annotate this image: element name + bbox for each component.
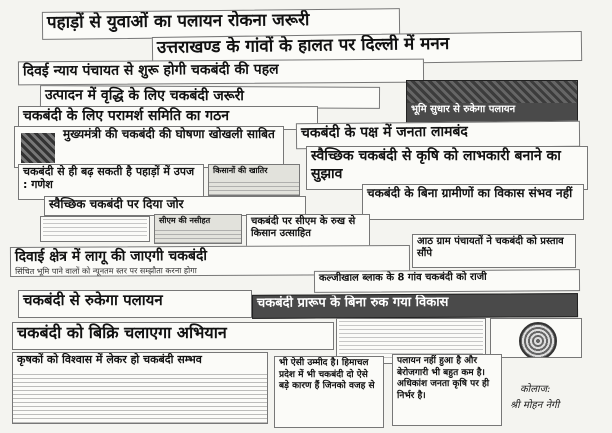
- clip-yield-ganesh: [18, 164, 204, 200]
- headline: कृषकों को विश्वास में लेकर हो चकबंदी सम्भव: [17, 353, 202, 366]
- headline: भूमि सुधार से रुकेगा पलायन: [411, 104, 516, 115]
- headline: स्वैच्छिक चकबंदी से कृषि को लाभकारी बनाने का सुझाव: [311, 148, 561, 182]
- quote: पलायन नहीं हुआ है और बेरोजगारी भी बहुत कम है। अधिकांश जनता कृषि पर ही निर्भर है।: [397, 356, 490, 402]
- clip-employment-quote: [392, 354, 502, 426]
- headline: पहाड़ों से युवाओं का पलायन रोकना जरूरी: [46, 10, 310, 33]
- clip-farmers-small: [208, 164, 300, 196]
- signature-name: श्री मोहन नेगी: [510, 400, 560, 411]
- photo-portrait: [21, 133, 55, 163]
- headline: उत्तराखण्ड के गांवों के हालत पर दिल्ली में मनन: [156, 33, 450, 58]
- clip-stalled-development: [252, 293, 578, 319]
- headline: किसानों की खातिर: [213, 166, 268, 175]
- clip-text-block-left: [40, 216, 150, 242]
- headline: स्वैच्छिक चकबंदी पर दिया जोर: [49, 197, 184, 211]
- headline: चकबंदी के पक्ष में जनता लामबंद: [300, 123, 468, 142]
- headline: चकबंदी पर सीएम के रुख से किसान उत्साहित: [251, 216, 356, 239]
- clip-voluntary-emphasis: [44, 196, 306, 216]
- quote: भी ऐसी उम्मीद है। हिमाचल प्रदेश में भी चकबंदी दो ऐसे बड़े कारण हैं जिनको वजह से: [279, 358, 375, 392]
- headline: चकबंदी से रुकेगा पलायन: [23, 291, 163, 309]
- photo-field: [407, 81, 578, 103]
- emblem-seal: [519, 322, 557, 358]
- clip-campaign: [12, 322, 334, 350]
- headline: चकबंदी को बिक्रि चलाएगा अभियान: [17, 323, 227, 342]
- headline: चकबंदी के बिना ग्रामीणों का विकास संभव नहीं: [367, 186, 573, 200]
- clip-kaljikhal-block: [314, 269, 580, 293]
- headline: आठ ग्राम पंचायतों ने चकबंदी को प्रस्ताव सौंपे: [417, 236, 564, 259]
- signature-label: कोलाज:: [520, 384, 551, 395]
- headline: मुख्यमंत्री की चकबंदी की घोषणा खोखली साबित: [63, 127, 275, 141]
- clip-rural-development: [362, 184, 584, 220]
- subheadline: सिंचित भूमि पाने वालों को न्यूनतम स्तर पर सम्झौता करना होगा: [15, 266, 197, 277]
- clip-stop-migration: [18, 290, 252, 318]
- headline: दिवई न्याय पंचायत से शुरू होगी चकबंदी की पहल: [22, 61, 279, 80]
- headline: चकबंदी प्रारूप के बिना रुक गया विकास: [256, 294, 449, 311]
- clip-cm-announcement: [14, 126, 284, 168]
- headline: चकबंदी के लिए परामर्श समिति का गठन: [23, 108, 229, 124]
- clip-public-support: [296, 121, 580, 149]
- clip-diwai-panchayat: [18, 59, 424, 86]
- clip-eight-panchayats: [412, 234, 576, 268]
- clip-trust-farmers: [12, 352, 268, 424]
- headline: दिवाई क्षेत्र में लागू की जाएगी चकबंदी: [14, 248, 208, 266]
- headline: सीएम की नसीहत: [159, 216, 211, 225]
- clip-emblem: [490, 318, 582, 358]
- clip-himachal-quote: [274, 356, 384, 428]
- clip-cm-advice: [154, 214, 242, 244]
- clip-farmers-excited: [246, 214, 370, 248]
- headline: उत्पादन में वृद्धि के लिए चकबंदी जरूरी: [44, 87, 244, 105]
- headline: कल्जीखाल ब्लाक के 8 गांव चकबंदी को राजी: [318, 271, 487, 284]
- headline: चकबंदी से ही बढ़ सकती है पहाड़ों में उपज : गणेश: [23, 165, 195, 191]
